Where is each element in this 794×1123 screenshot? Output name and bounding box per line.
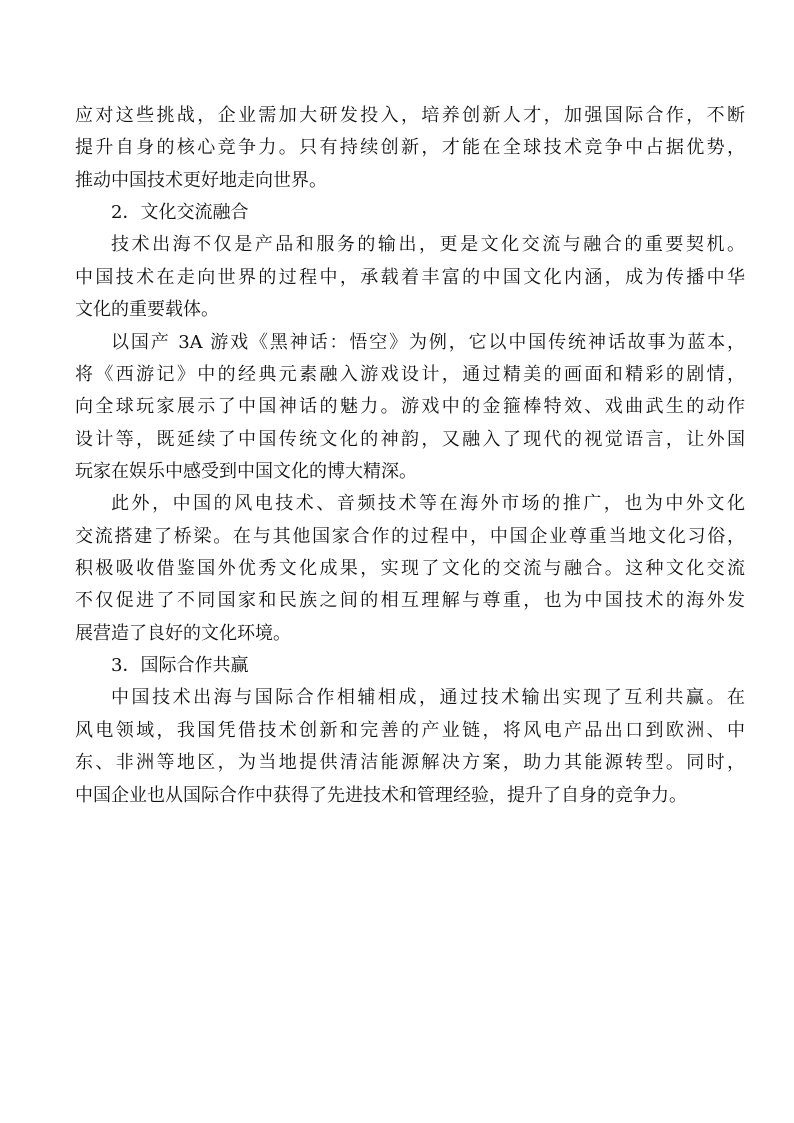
paragraph-line: 展营造了良好的文化环境。 (75, 622, 291, 644)
paragraph-line: 交流搭建了桥梁。在与其他国家合作的过程中，中国企业尊重当地文化习俗， (75, 525, 745, 547)
paragraph-line: 积极吸收借鉴国外优秀文化成果，实现了文化的交流与融合。这种文化交流 (75, 558, 745, 580)
paragraph-line: 风电领域，我国凭借技术创新和完善的产业链，将风电产品出口到欧洲、中 (75, 719, 745, 741)
paragraph-line: 中国技术出海与国际合作相辅相成，通过技术输出实现了互利共赢。在 (111, 687, 745, 709)
section-heading: 2．文化交流融合 (111, 202, 249, 224)
paragraph-line: 以国产 3A 游戏《黑神话：悟空》为例，它以中国传统神话故事为蓝本， (111, 331, 745, 353)
section-heading: 3．国际合作共赢 (111, 655, 249, 677)
paragraph-line: 此外，中国的风电技术、音频技术等在海外市场的推广，也为中外文化 (111, 493, 745, 515)
paragraph-line: 向全球玩家展示了中国神话的魅力。游戏中的金箍棒特效、戏曲武生的动作 (75, 396, 745, 418)
paragraph-line: 不仅促进了不同国家和民族之间的相互理解与尊重，也为中国技术的海外发 (75, 590, 745, 612)
paragraph-line: 提升自身的核心竞争力。只有持续创新，才能在全球技术竞争中占据优势， (75, 137, 745, 159)
document-body (75, 100, 745, 812)
paragraph-line: 技术出海不仅是产品和服务的输出，更是文化交流与融合的重要契机。 (111, 234, 745, 256)
paragraph-line: 应对这些挑战，企业需加大研发投入，培养创新人才，加强国际合作，不断 (75, 105, 745, 126)
paragraph-line: 中国企业也从国际合作中获得了先进技术和管理经验，提升了自身的竞争力。 (75, 784, 687, 806)
paragraph-line: 中国技术在走向世界的过程中，承载着丰富的中国文化内涵，成为传播中华 (75, 266, 745, 288)
paragraph-line: 玩家在娱乐中感受到中国文化的博大精深。 (75, 460, 417, 482)
paragraph-line: 推动中国技术更好地走向世界。 (75, 169, 327, 191)
paragraph-line: 设计等，既延续了中国传统文化的神韵，又融入了现代的视觉语言，让外国 (75, 428, 745, 450)
paragraph-line: 文化的重要载体。 (75, 299, 219, 321)
paragraph-line: 东、非洲等地区，为当地提供清洁能源解决方案，助力其能源转型。同时， (75, 752, 745, 774)
paragraph-line: 将《西游记》中的经典元素融入游戏设计，通过精美的画面和精彩的剧情， (75, 363, 745, 385)
